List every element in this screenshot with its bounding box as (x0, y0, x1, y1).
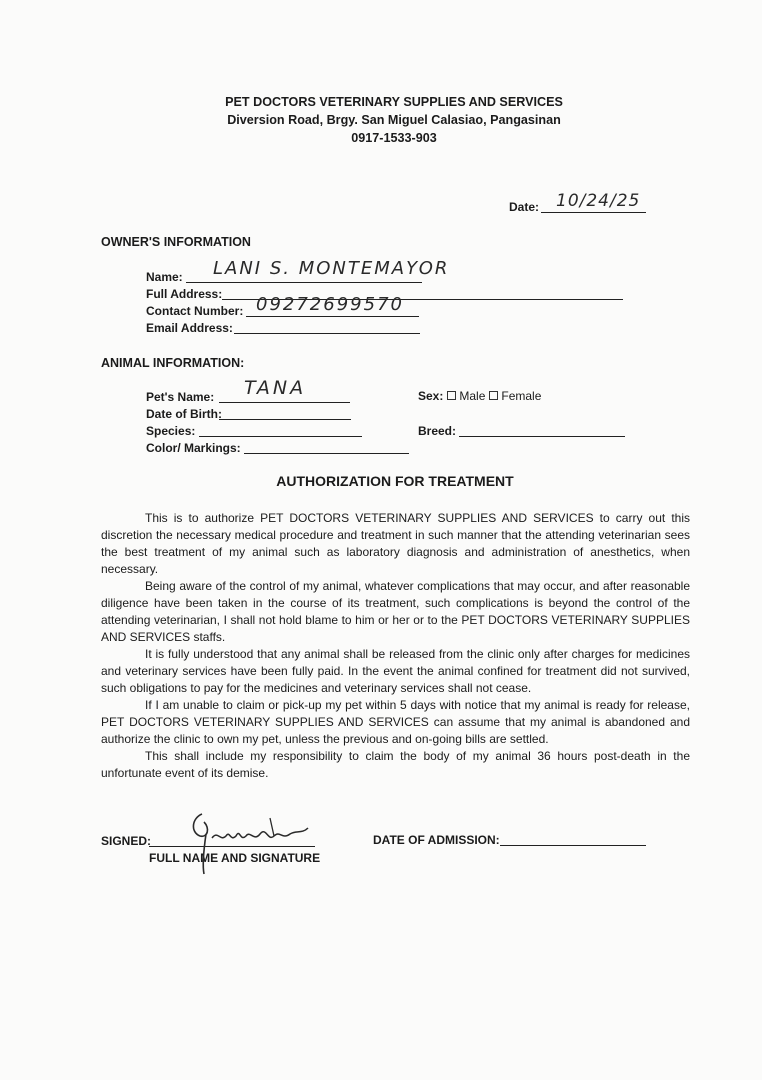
species-label: Species: (146, 424, 196, 438)
animal-info-heading: ANIMAL INFORMATION: (101, 356, 245, 370)
contact-number-label: Contact Number: (146, 304, 244, 318)
authorization-title: AUTHORIZATION FOR TREATMENT (276, 473, 514, 489)
signed-label: SIGNED: (101, 834, 152, 848)
authorization-paragraph: This is to authorize PET DOCTORS VETERINARY SUPPLIES AND SERVICES to carry out this discretion the necessary medical procedure and treatment in such manner that the attending veterinarian sees the best treatment of my animal such as laboratory diagnosis and administration of anesthetics, when necessary. (101, 511, 690, 576)
email-address-label: Email Address: (146, 321, 233, 335)
date-of-admission-label: DATE OF ADMISSION: (373, 833, 500, 847)
date-label: Date: (509, 200, 540, 214)
clinic-header (0, 93, 762, 147)
contact-number-value[interactable]: 09272699570 (256, 294, 404, 315)
date-of-admission-line[interactable] (500, 845, 646, 846)
authorization-paragraph: If I am unable to claim or pick-up my pet within 5 days with notice that my animal is ready for release, PET DOCTORS VETERINARY SUPPLIES AND SERVICES can assume that my animal is abandoned and authorize the clinic to own my pet, unless the previous and on-going bills are settled. (101, 698, 690, 746)
female-label: Female (501, 389, 542, 403)
full-address-label: Full Address: (146, 287, 223, 301)
pet-name-label: Pet's Name: (146, 390, 215, 404)
breed-line[interactable] (459, 436, 625, 437)
date-of-birth-label: Date of Birth: (146, 407, 222, 421)
pet-name-value[interactable]: TANA (244, 377, 307, 399)
color-markings-label: Color/ Markings: (146, 441, 241, 455)
signature-caption: FULL NAME AND SIGNATURE (149, 851, 321, 865)
female-checkbox[interactable] (489, 391, 498, 400)
pet-name-line (219, 402, 350, 403)
species-line[interactable] (199, 436, 362, 437)
breed-label: Breed: (418, 424, 457, 438)
date-line (541, 212, 646, 213)
authorization-body (101, 510, 690, 782)
handwritten-signature (184, 808, 314, 878)
authorization-paragraph: This shall include my responsibility to claim the body of my animal 36 hours post-death in the unfortunate event of its demise. (101, 749, 690, 780)
date-value[interactable]: 10/24/25 (556, 191, 641, 211)
owner-info-heading: OWNER'S INFORMATION (101, 235, 251, 249)
date-of-birth-line[interactable] (219, 419, 351, 420)
owner-name-value[interactable]: LANI S. MONTEMAYOR (213, 258, 450, 279)
authorization-paragraph: Being aware of the control of my animal, whatever complications that may occur, and after reasonable diligence have been taken in the course of its treatment, such complications is beyond the control of the attending veterinarian, I shall not hold blame to him or her or to the PET DOCTORS VETERINARY SUPPLIES AND SERVICES staffs. (101, 579, 690, 644)
sex-field (418, 389, 541, 403)
clinic-address: Diversion Road, Brgy. San Miguel Calasiao, Pangasinan (227, 113, 561, 127)
contact-number-line (246, 316, 419, 317)
color-markings-line[interactable] (244, 453, 409, 454)
email-address-line[interactable] (234, 333, 420, 334)
clinic-phone: 0917-1533-903 (351, 131, 437, 145)
authorization-paragraph: It is fully understood that any animal shall be released from the clinic only after charges for medicines and veterinary services have been fully paid. In the event the animal confined for treatment did not survived, such obligations to pay for the medicines and veterinary services shall not cease. (101, 647, 690, 695)
male-label: Male (459, 389, 486, 403)
owner-name-line (186, 282, 422, 283)
owner-name-label: Name: (146, 270, 183, 284)
male-checkbox[interactable] (447, 391, 456, 400)
sex-label: Sex: (418, 389, 444, 403)
clinic-name: PET DOCTORS VETERINARY SUPPLIES AND SERVICES (225, 95, 563, 109)
